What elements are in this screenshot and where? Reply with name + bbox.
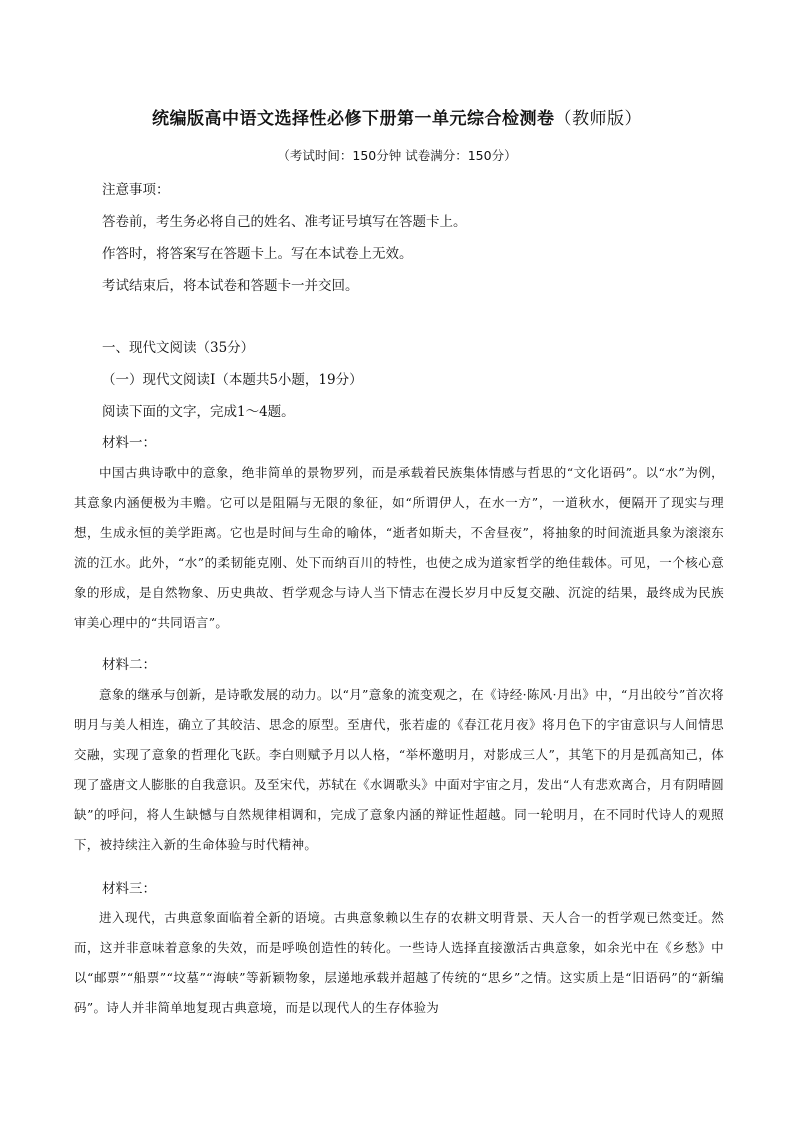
notice-item-1: 答卷前，考生务必将自己的姓名、准考证号填写在答题卡上。 xyxy=(102,214,467,230)
notice-item-3: 考试结束后，将本试卷和答题卡一并交回。 xyxy=(102,278,359,294)
material-label-2: 材料二： xyxy=(102,657,156,673)
section-heading: 一、现代文阅读（35分） xyxy=(102,340,255,356)
material-label-3: 材料三： xyxy=(102,881,156,897)
reading-instruction: 阅读下面的文字，完成1～4题。 xyxy=(102,404,295,420)
title-main: 统编版高中语文选择性必修下册第一单元综合检测卷 xyxy=(152,109,555,129)
title-suffix: （教师版） xyxy=(554,109,642,129)
exam-info: （考试时间：150分钟 试卷满分：150分） xyxy=(277,148,517,163)
page-title xyxy=(0,104,794,129)
notice-item-2: 作答时，将答案写在答题卡上。写在本试卷上无效。 xyxy=(102,246,413,262)
subsection-heading: （一）现代文阅读Ⅰ（本题共5小题，19分） xyxy=(102,372,363,388)
material-text-3: 进入现代，古典意象面临着全新的语境。古典意象赖以生存的农耕文明背景、天人合一的哲学观已然变迁。然而，这并非意味着意象的失效，而是呼唤创造性的转化。一些诗人选择直接激活古典意象，如余光中在《乡愁》中以“邮票”“船票”“坟墓”“海峡”等新颖物象，层递地承载并超越了传统的“思乡”之情。这实质上是“旧语码”的“新编码”。诗人并非简单地复现古典意境，而是以现代人的生存体验为 xyxy=(74,910,724,1015)
notice-heading: 注意事项： xyxy=(102,182,170,198)
material-text-2: 意象的继承与创新，是诗歌发展的动力。以“月”意象的流变观之，在《诗经·陈风·月出》中，“月出皎兮”首次将明月与美人相连，确立了其皎洁、思念的原型。至唐代，张若虚的《春江花月夜》将月色下的宇宙意识与人间情思交融，实现了意象的哲理化飞跃。李白则赋予月以人格，“举杯邀明月，对影成三人”，其笔下的月是孤高知己，体现了盛唐文人膨胀的自我意识。及至宋代，苏轼在《水调歌头》中面对宇宙之月，发出“人有悲欢离合，月有阴晴圆缺”的呼问，将人生缺憾与自然规律相调和，完成了意象内涵的辩证性超越。同一轮明月，在不同时代诗人的观照下，被持续注入新的生命体验与时代精神。 xyxy=(74,687,724,852)
material-label-1: 材料一： xyxy=(102,435,156,451)
material-text-1: 中国古典诗歌中的意象，绝非简单的景物罗列，而是承载着民族集体情感与哲思的“文化语码”。以“水”为例，其意象内涵便极为丰赡。它可以是阻隔与无限的象征，如“所谓伊人，在水一方”，一道秋水，便隔开了现实与理想，生成永恒的美学距离。它也是时间与生命的喻体，“逝者如斯夫，不舍昼夜”，将抽象的时间流逝具象为滚滚东流的江水。此外，“水”的柔韧能克刚、处下而纳百川的特性，也使之成为道家哲学的绝佳载体。可见，一个核心意象的形成，是自然物象、历史典故、哲学观念与诗人当下情志在漫长岁月中反复交融、沉淀的结果，最终成为民族审美心理中的“共同语言”。 xyxy=(74,465,724,630)
